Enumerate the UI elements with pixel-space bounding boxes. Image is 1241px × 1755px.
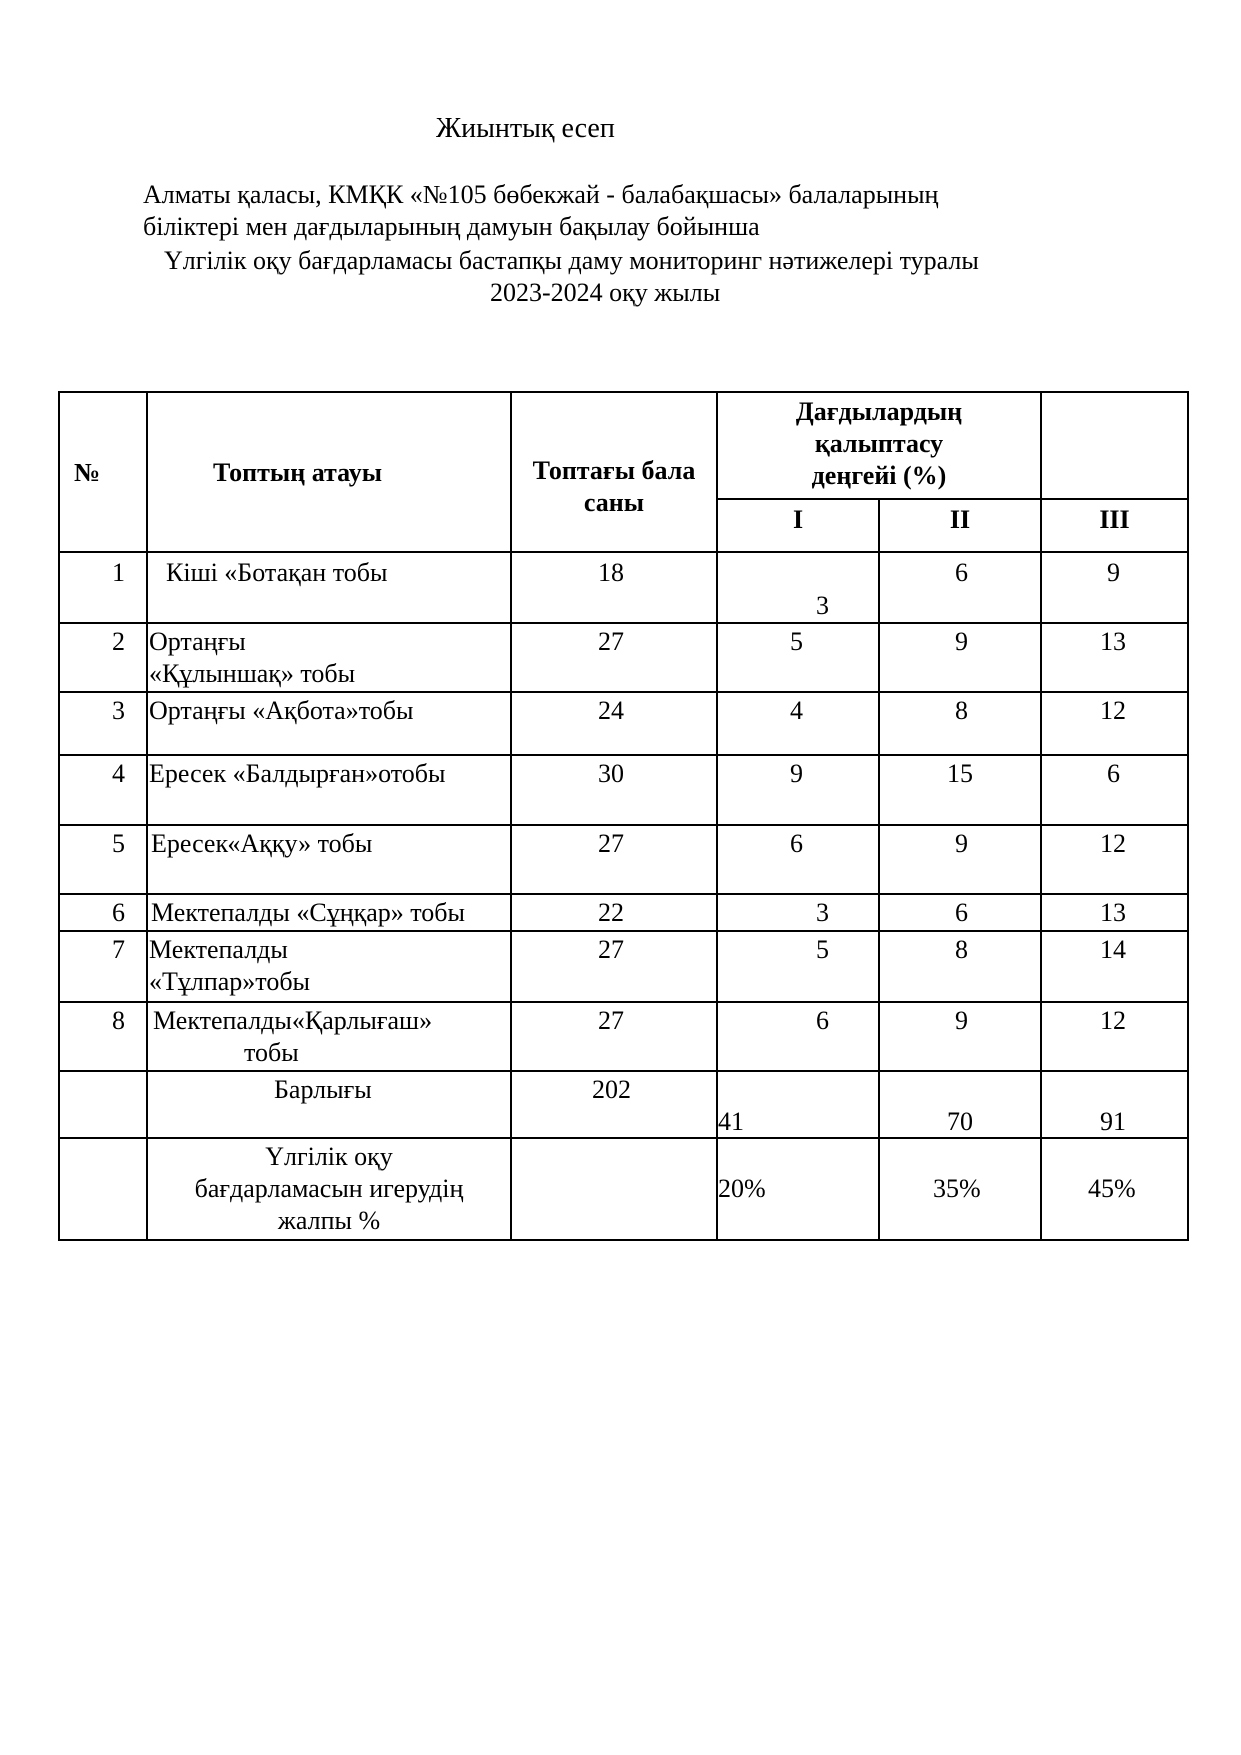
table-header-divider — [716, 498, 1189, 500]
row-4-children-count: 30 — [598, 759, 624, 788]
row-4-level-i: 9 — [790, 759, 803, 788]
row-3-group-name: Ортаңғы «Ақбота»тобы — [149, 696, 414, 725]
table-row-divider — [58, 930, 1189, 932]
row-8-level-ii: 9 — [955, 1006, 968, 1035]
percent-label — [148, 1141, 510, 1237]
row-1-children-count: 18 — [598, 558, 624, 587]
header-number: № — [74, 458, 101, 487]
total-level-i: 41 — [718, 1107, 744, 1136]
total-label: Барлығы — [274, 1075, 372, 1104]
table-row-divider — [58, 893, 1189, 895]
percent-level-iii: 45% — [1088, 1174, 1136, 1203]
row-2-level-i: 5 — [790, 627, 803, 656]
header-level-i: І — [792, 505, 804, 534]
table-row-divider — [58, 551, 1189, 553]
row-6-number: 6 — [112, 898, 125, 927]
header-skill-level-line-1: Дағдылардың — [795, 397, 963, 426]
row-2-children-count: 27 — [598, 627, 624, 656]
header-level-iii: ІІІ — [1099, 505, 1130, 534]
table-border-bottom — [58, 1239, 1189, 1241]
row-1-level-iii: 9 — [1107, 558, 1120, 587]
header-skill-level-line-3: деңгейі (%) — [811, 461, 947, 490]
table-row-divider — [58, 824, 1189, 826]
row-1-level-i: 3 — [816, 591, 829, 620]
percent-level-i: 20% — [718, 1174, 766, 1203]
header-children-count-line-1: Топтағы бала — [532, 456, 696, 485]
header-children-count — [512, 455, 716, 519]
row-2-number: 2 — [112, 627, 125, 656]
row-1-level-ii: 6 — [955, 558, 968, 587]
report-subtitle-line-2: біліктері мен дағдыларының дамуын бақылау бойынша — [143, 212, 760, 241]
percent-label-line-3: жалпы % — [277, 1206, 381, 1235]
row-6-children-count: 22 — [598, 898, 624, 927]
row-5-children-count: 27 — [598, 829, 624, 858]
row-4-level-iii: 6 — [1107, 759, 1120, 788]
row-3-level-iii: 12 — [1100, 696, 1126, 725]
row-2-group-name-line-2: «Құлыншақ» тобы — [149, 659, 356, 688]
row-7-group-name-line-2: «Тұлпар»тобы — [149, 967, 311, 996]
row-7-number: 7 — [112, 935, 125, 964]
report-subtitle-line-1: Алматы қаласы, КМҚК «№105 бөбекжай - балабақшасы» балаларының — [143, 180, 939, 209]
header-level-ii: ІІ — [949, 505, 971, 534]
row-6-level-iii: 13 — [1100, 898, 1126, 927]
report-academic-year: 2023-2024 оқу жылы — [490, 278, 721, 307]
row-5-number: 5 — [112, 829, 125, 858]
row-8-level-iii: 12 — [1100, 1006, 1126, 1035]
row-1-number: 1 — [112, 558, 125, 587]
row-3-level-ii: 8 — [955, 696, 968, 725]
row-8-group-name-line-1: Мектепалды«Қарлығаш» — [153, 1006, 433, 1035]
percent-level-ii: 35% — [933, 1174, 981, 1203]
report-subtitle-line-3: Үлгілік оқу бағдарламасы бастапқы даму мониторинг нәтижелері туралы — [164, 246, 979, 275]
row-3-number: 3 — [112, 696, 125, 725]
report-title: Жиынтық есеп — [436, 113, 615, 144]
table-row-divider — [58, 1001, 1189, 1003]
row-7-group-name-line-1: Мектепалды — [149, 935, 288, 964]
row-1-group-name: Кіші «Ботақан тобы — [166, 558, 388, 587]
header-skill-level-line-2: қалыптасу — [814, 429, 944, 458]
row-5-group-name: Ересек«Аққу» тобы — [151, 829, 373, 858]
header-children-count-line-2: саны — [583, 488, 645, 517]
table-row-divider — [58, 1070, 1189, 1072]
row-4-number: 4 — [112, 759, 125, 788]
row-8-number: 8 — [112, 1006, 125, 1035]
row-2-level-iii: 13 — [1100, 627, 1126, 656]
row-2-group-name-line-1: Ортаңғы — [149, 627, 246, 656]
row-5-level-ii: 9 — [955, 829, 968, 858]
percent-label-line-1: Үлгілік оқу — [265, 1142, 393, 1171]
table-row-divider — [58, 754, 1189, 756]
row-4-level-ii: 15 — [947, 759, 973, 788]
row-7-level-ii: 8 — [955, 935, 968, 964]
row-4-group-name: Ересек «Балдырған»отобы — [149, 759, 446, 788]
row-7-level-i: 5 — [816, 935, 829, 964]
row-6-level-ii: 6 — [955, 898, 968, 927]
total-level-iii: 91 — [1100, 1107, 1126, 1136]
table-col-divider — [878, 498, 880, 1241]
table-border-left — [58, 391, 60, 1241]
row-6-level-i: 3 — [816, 898, 829, 927]
table-row-divider — [58, 691, 1189, 693]
row-5-level-i: 6 — [790, 829, 803, 858]
header-skill-level — [718, 396, 1040, 492]
row-7-level-iii: 14 — [1100, 935, 1126, 964]
table-col-divider — [146, 391, 148, 1241]
percent-label-line-2: бағдарламасын игерудің — [194, 1174, 464, 1203]
row-5-level-iii: 12 — [1100, 829, 1126, 858]
row-8-level-i: 6 — [816, 1006, 829, 1035]
row-8-group-name-line-2: тобы — [244, 1038, 299, 1067]
row-3-children-count: 24 — [598, 696, 624, 725]
row-8-children-count: 27 — [598, 1006, 624, 1035]
total-level-ii: 70 — [947, 1107, 973, 1136]
header-group-name: Топтың атауы — [213, 458, 383, 487]
row-7-children-count: 27 — [598, 935, 624, 964]
total-children-count: 202 — [592, 1075, 631, 1104]
row-6-group-name: Мектепалды «Сұңқар» тобы — [151, 898, 466, 927]
row-2-level-ii: 9 — [955, 627, 968, 656]
table-row-divider — [58, 622, 1189, 624]
table-border-right — [1187, 391, 1189, 1241]
table-row-divider — [58, 1137, 1189, 1139]
row-3-level-i: 4 — [790, 696, 803, 725]
table-border-top — [58, 391, 1189, 393]
